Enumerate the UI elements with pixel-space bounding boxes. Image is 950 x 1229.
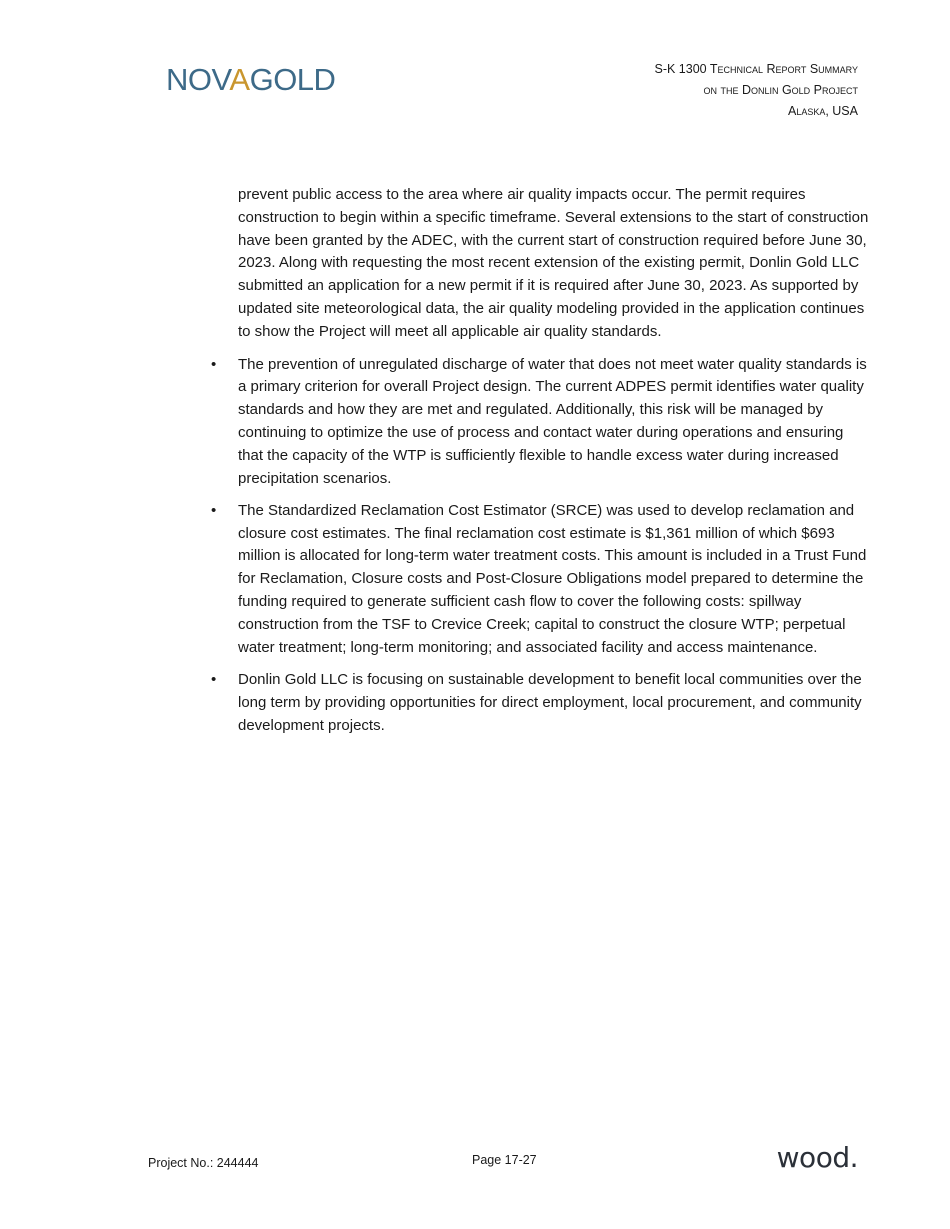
document-body bbox=[211, 184, 870, 747]
report-title-line-3: Alaska, USA bbox=[787, 104, 858, 118]
report-title-line-1: S-K 1300 Technical Report Summary bbox=[654, 62, 858, 76]
bullet-item-water bbox=[211, 354, 870, 491]
logo-text-mid: A bbox=[229, 62, 250, 97]
report-title-block bbox=[655, 59, 859, 122]
intro-paragraph: prevent public access to the area where air quality impacts occur. The permit requires construction to begin within a specific timeframe. Several extensions to the start of construction have been granted by the ADEC, with the current start of construction required before June 30, 2023. Along with requesting the most recent extension of the existing permit, Donlin Gold LLC submitted an application for a new permit if it is required after June 30, 2023. As supported by updated site meteorological data, the air quality modeling provided in the application continues to show the Project will meet all applicable air quality standards. bbox=[238, 186, 869, 340]
report-title-line-2: on the Donlin Gold Project bbox=[703, 83, 858, 97]
bullet-text: The prevention of unregulated discharge of water that does not meet water quality standards is a primary criterion for overall Project design. The current ADPES permit identifies water quality standards and how they are met and regulated. Additionally, this risk will be managed by continuing to optimize the use of process and contact water during operations and ensuring that the capacity of the WTP is sufficiently flexible to handle excess water during increased precipitation scenarios. bbox=[238, 355, 867, 487]
bullet-item-sustainability bbox=[211, 669, 870, 737]
wood-logo: wood. bbox=[776, 1141, 858, 1174]
bullet-text: The Standardized Reclamation Cost Estimator (SRCE) was used to develop reclamation and closure cost estimates. The final reclamation cost estimate is $1,361 million of which $693 million is allocated for long-term water treatment costs. This amount is included in a Trust Fund for Reclamation, Closure costs and Post-Closure Obligations model prepared to determine the funding required to generate sufficient cash flow to cover the following costs: spillway construction from the TSF to Crevice Creek; capital to construct the closure WTP; perpetual water treatment; long-term monitoring; and associated facility and access maintenance. bbox=[238, 501, 867, 656]
bullet-marker: • bbox=[211, 501, 217, 519]
logo-text-left: NOV bbox=[166, 62, 230, 97]
logo-text-right: GOLD bbox=[249, 62, 336, 97]
page-number: Page 17-27 bbox=[472, 1153, 537, 1167]
project-number: Project No.: 244444 bbox=[148, 1156, 259, 1170]
bullet-marker: • bbox=[211, 355, 217, 373]
bullet-marker: • bbox=[211, 670, 217, 688]
bullet-text: Donlin Gold LLC is focusing on sustainable development to benefit local communities over the long term by providing opportunities for direct employment, local procurement, and community development projects. bbox=[238, 670, 862, 734]
novagold-logo bbox=[166, 64, 335, 95]
bullet-item-reclamation bbox=[211, 500, 870, 660]
